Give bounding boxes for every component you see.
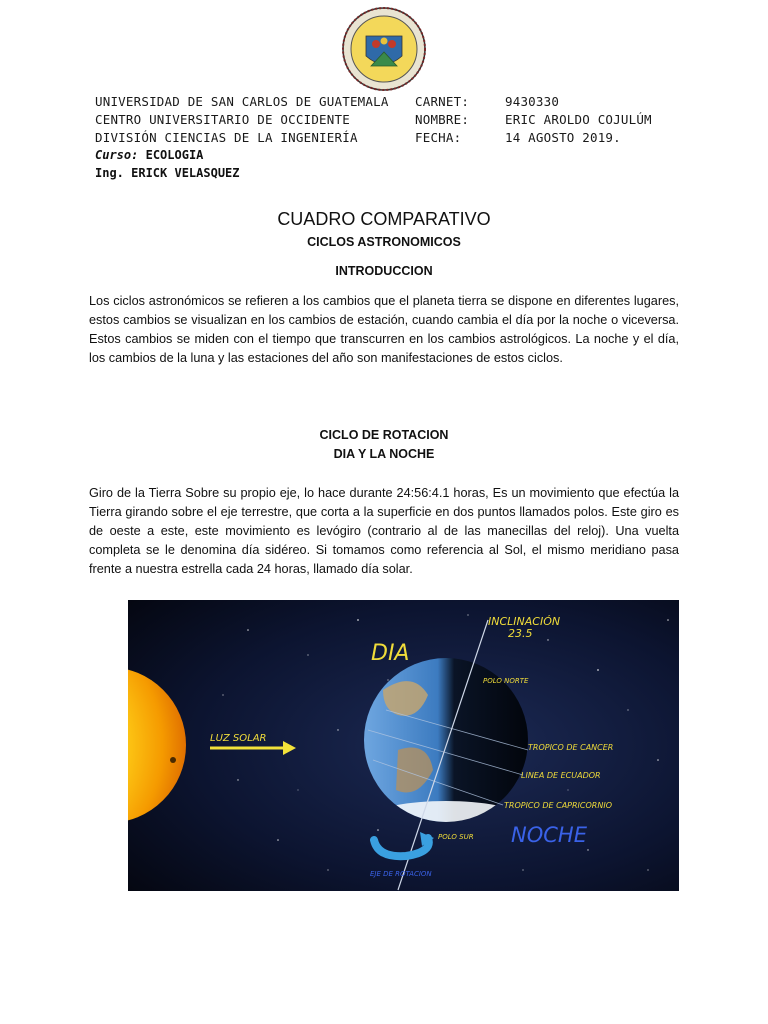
carnet-value: 9430330 xyxy=(505,94,560,109)
document-title: CUADRO COMPARATIVO xyxy=(277,209,491,229)
section-heading-rotation: CICLO DE ROTACION xyxy=(319,428,449,442)
label-eje-rotacion: EJE DE ROTACION xyxy=(370,870,432,878)
nombre-value: ERIC AROLDO COJULÚM xyxy=(505,112,652,127)
section-heading-day-night: DIA Y LA NOCHE xyxy=(333,447,435,461)
label-noche: NOCHE xyxy=(511,823,587,847)
header-division: DIVISIÓN CIENCIAS DE LA INGENIERÍA xyxy=(95,130,358,145)
label-polo-sur: POLO SUR xyxy=(438,833,474,841)
fecha-label: FECHA: xyxy=(415,130,462,145)
label-tropico-cancer: TROPICO DE CANCER xyxy=(528,743,614,752)
document-subtitle: CICLOS ASTRONOMICOS xyxy=(307,235,461,249)
label-dia: DIA xyxy=(371,641,410,666)
nombre-label: NOMBRE: xyxy=(415,112,470,127)
label-linea-ecuador: LINEA DE ECUADOR xyxy=(521,771,601,780)
label-inclinacion: INCLINACIÓN xyxy=(488,615,561,628)
earth-rotation-diagram xyxy=(128,600,679,891)
header-university: UNIVERSIDAD DE SAN CARLOS DE GUATEMALA xyxy=(95,94,389,109)
header-center: CENTRO UNIVERSITARIO DE OCCIDENTE xyxy=(95,112,350,127)
carnet-label: CARNET: xyxy=(415,94,470,109)
label-tropico-capricornio: TROPICO DE CAPRICORNIO xyxy=(504,801,612,810)
intro-heading: INTRODUCCION xyxy=(335,264,433,278)
label-polo-norte: POLO NORTE xyxy=(483,677,529,685)
fecha-value: 14 AGOSTO 2019. xyxy=(505,130,621,145)
university-seal xyxy=(341,6,427,92)
rotation-paragraph: Giro de la Tierra Sobre su propio eje, lo hace durante 24:56:4.1 horas, Es un movimiento que efectúa la Tierra girando sobre el eje terrestre, que corta a la superficie en dos puntos llamados polos. Este giro es de oeste a este, este movimiento es levógiro (contrario al de las manecillas del reloj). Una vuelta completa se le denomina día sidéreo. Si tomamos como referencia al Sol, el mismo meridiano pasa frente a nuestra estrella cada 24 horas, llamado día solar. xyxy=(89,486,679,576)
intro-paragraph: Los ciclos astronómicos se refieren a los cambios que el planeta tierra se dispone en diferentes lugares, estos cambios se visualizan en los cambios de estación, cuando cambia el día por la noche o viceversa. Estos cambios se miden con el tiempo que transcurren en los cambios astrológicos. La noche y el día, los cambios de la luna y las estaciones del año son manifestaciones de estos ciclos. xyxy=(89,294,679,365)
course-label: Curso: xyxy=(95,148,139,162)
teacher-name: Ing. ERICK VELASQUEZ xyxy=(95,166,240,180)
label-luz-solar: LUZ SOLAR xyxy=(210,733,267,744)
sunspot xyxy=(170,757,176,763)
course-value: ECOLOGIA xyxy=(145,148,204,162)
label-inclinacion-value: 23.5 xyxy=(508,627,533,640)
course-line xyxy=(95,148,203,162)
